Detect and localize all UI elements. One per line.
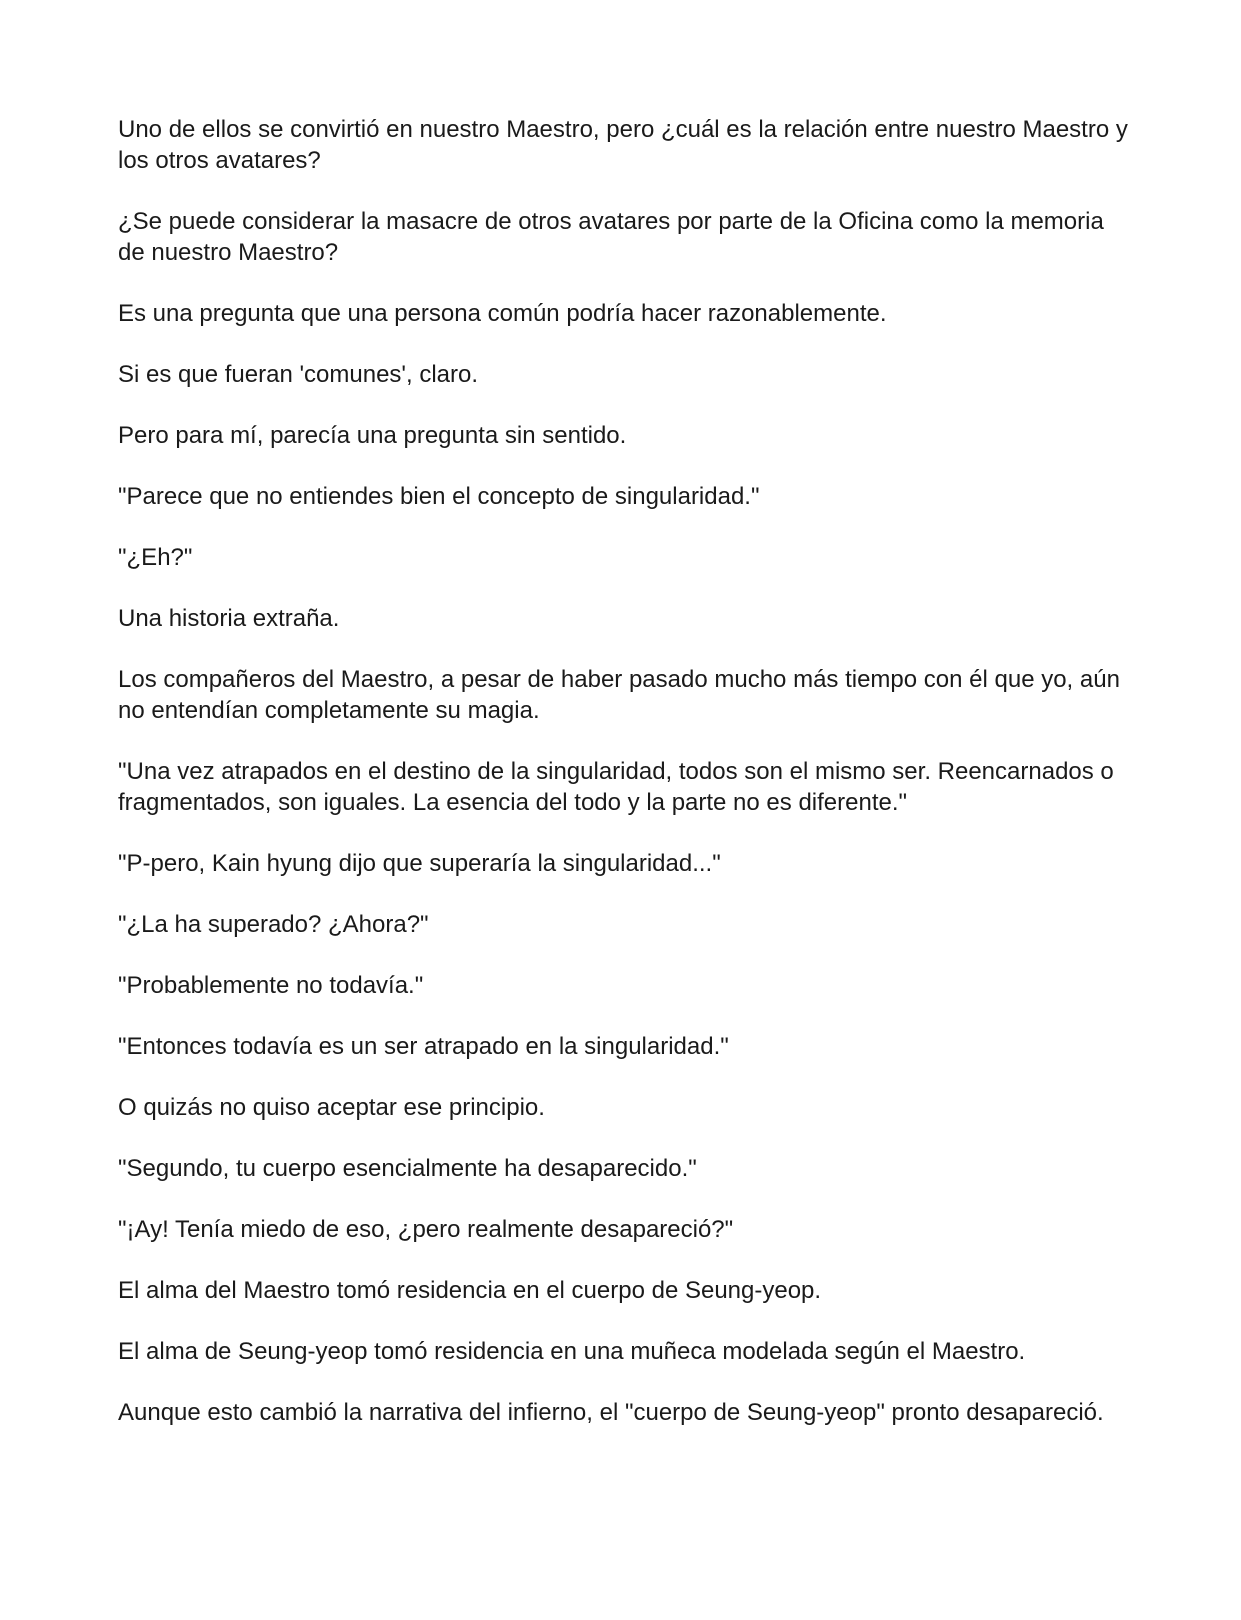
paragraph: El alma de Seung-yeop tomó residencia en una muñeca modelada según el Maestro. <box>118 1338 1026 1365</box>
paragraph: ¿Se puede considerar la masacre de otros avatares por parte de la Oficina como la memoria de nuestro Maestro? <box>118 208 1104 266</box>
document-body <box>118 114 1128 1458</box>
paragraph: Uno de ellos se convirtió en nuestro Maestro, pero ¿cuál es la relación entre nuestro Maestro y los otros avatares? <box>118 116 1128 174</box>
paragraph: "Entonces todavía es un ser atrapado en la singularidad." <box>118 1033 729 1060</box>
paragraph: Pero para mí, parecía una pregunta sin sentido. <box>118 422 627 449</box>
paragraph: Es una pregunta que una persona común podría hacer razonablemente. <box>118 300 887 327</box>
paragraph: O quizás no quiso aceptar ese principio. <box>118 1094 545 1121</box>
paragraph: Si es que fueran 'comunes', claro. <box>118 361 479 388</box>
paragraph: "¿Eh?" <box>118 544 193 571</box>
paragraph: "Parece que no entiendes bien el concepto de singularidad." <box>118 483 760 510</box>
paragraph: Aunque esto cambió la narrativa del infierno, el "cuerpo de Seung-yeop" pronto desapareció. <box>118 1399 1104 1426</box>
paragraph: "¡Ay! Tenía miedo de eso, ¿pero realmente desapareció?" <box>118 1216 734 1243</box>
paragraph: El alma del Maestro tomó residencia en el cuerpo de Seung-yeop. <box>118 1277 822 1304</box>
paragraph: Una historia extraña. <box>118 605 340 632</box>
paragraph: "Una vez atrapados en el destino de la singularidad, todos son el mismo ser. Reencarnados o fragmentados, son iguales. La esencia del todo y la parte no es diferente." <box>118 758 1114 816</box>
paragraph: "Segundo, tu cuerpo esencialmente ha desaparecido." <box>118 1155 697 1182</box>
paragraph: Los compañeros del Maestro, a pesar de haber pasado mucho más tiempo con él que yo, aún no entendían completamente su magia. <box>118 666 1120 724</box>
paragraph: "P-pero, Kain hyung dijo que superaría la singularidad..." <box>118 850 721 877</box>
paragraph: "Probablemente no todavía." <box>118 972 424 999</box>
paragraph: "¿La ha superado? ¿Ahora?" <box>118 911 429 938</box>
